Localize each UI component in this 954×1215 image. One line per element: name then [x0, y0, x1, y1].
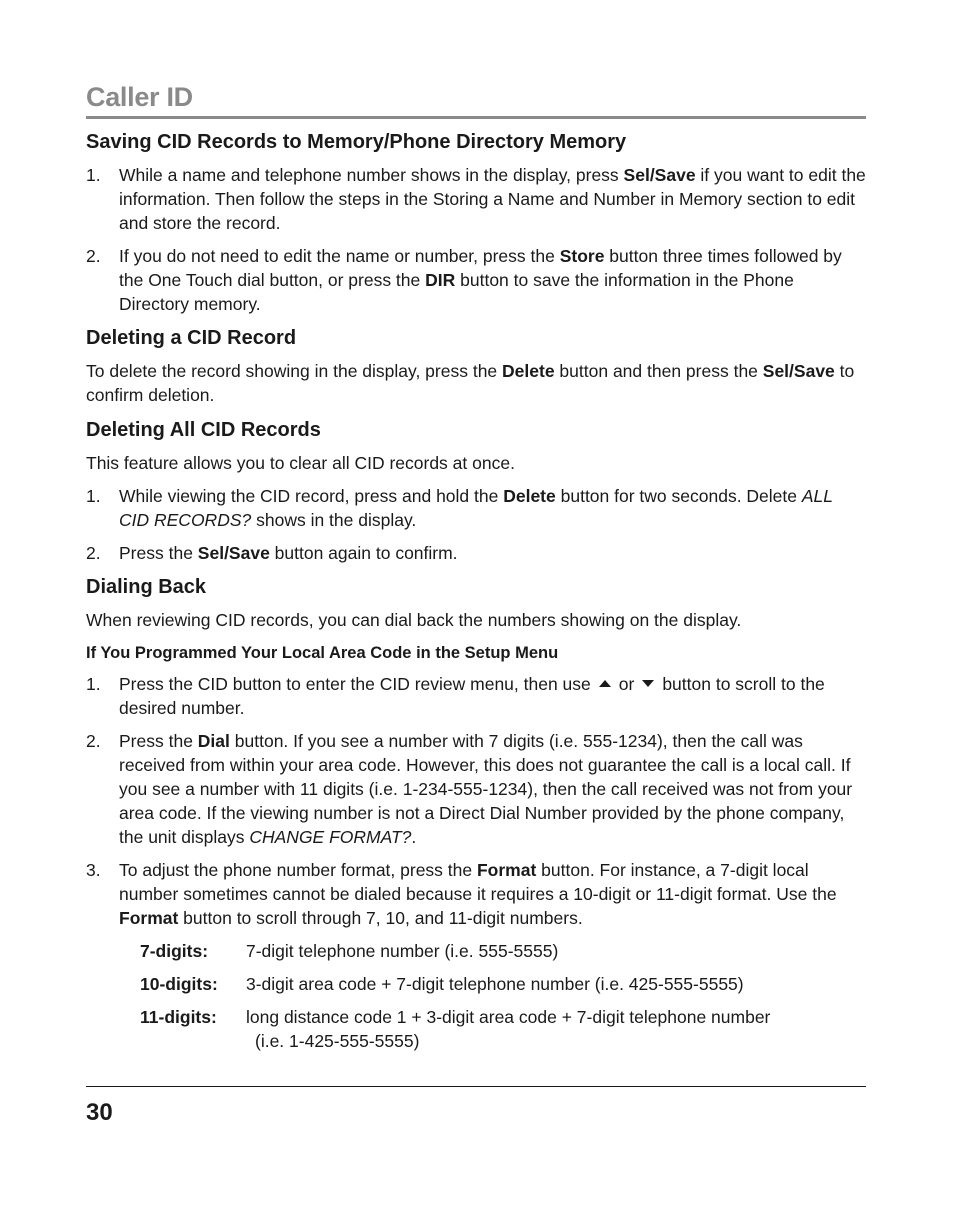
- list-item: 1. While a name and telephone number shows in the display, press Sel/Save if you want to edit the information. Then follow the steps in the Storing a Name and Number in Memory section to edit and store the record.: [86, 165, 866, 233]
- section-heading-delete-all: Deleting All CID Records: [86, 419, 321, 441]
- list-item: 2. If you do not need to edit the name or number, press the Store button three times followed by the One Touch dial button, or press the DIR button to save the information in the Phone Directory memory.: [86, 246, 842, 314]
- list-item: 3. To adjust the phone number format, press the Format button. For instance, a 7-digit local number sometimes cannot be dialed because it requires a 10-digit or 11-digit format. Use the Format button to scroll through 7, 10, and 11-digit numbers.: [86, 860, 837, 928]
- section-heading-dialing-back: Dialing Back: [86, 576, 207, 598]
- list-item: 1. While viewing the CID record, press and hold the Delete button for two seconds. Delete ALL CID RECORDS? shows in the display.: [86, 486, 833, 530]
- section-heading-delete-record: Deleting a CID Record: [86, 327, 297, 349]
- header-rule: [86, 116, 866, 119]
- paragraph: This feature allows you to clear all CID records at once.: [86, 453, 515, 473]
- format-row: 11-digits: long distance code 1 + 3-digit area code + 7-digit telephone number (i.e. 1-425-555-5555): [140, 1007, 771, 1051]
- chapter-title: Caller ID: [86, 82, 193, 112]
- section-heading-saving: Saving CID Records to Memory/Phone Directory Memory: [86, 131, 627, 153]
- subsection-heading: If You Programmed Your Local Area Code in the Setup Menu: [86, 644, 559, 662]
- down-arrow-icon: [642, 680, 654, 687]
- format-row: 7-digits: 7-digit telephone number (i.e. 555-5555): [140, 941, 559, 961]
- footer-rule: [86, 1086, 866, 1087]
- up-arrow-icon: [599, 680, 611, 687]
- list-item: 2. Press the Dial button. If you see a number with 7 digits (i.e. 555-1234), then the call was received from within your area code. However, this does not guarantee the call is a local call. If you see a number with 11 digits (i.e. 1-234-555-1234), then the call received was not from your area code. If the viewing number is not a Direct Dial Number provided by the phone company, the unit displays CHANGE FORMAT?.: [86, 731, 853, 847]
- page-number: 30: [86, 1099, 113, 1126]
- list-item: 2. Press the Sel/Save button again to confirm.: [86, 543, 458, 563]
- list-item: 1. Press the CID button to enter the CID review menu, then use or button to scroll to the desired number.: [86, 674, 825, 718]
- page-content: [86, 80, 866, 1053]
- paragraph: To delete the record showing in the display, press the Delete button and then press the Sel/Save to confirm deletion.: [86, 361, 855, 405]
- format-row: 10-digits: 3-digit area code + 7-digit telephone number (i.e. 425-555-5555): [140, 974, 744, 994]
- paragraph: When reviewing CID records, you can dial back the numbers showing on the display.: [86, 610, 742, 630]
